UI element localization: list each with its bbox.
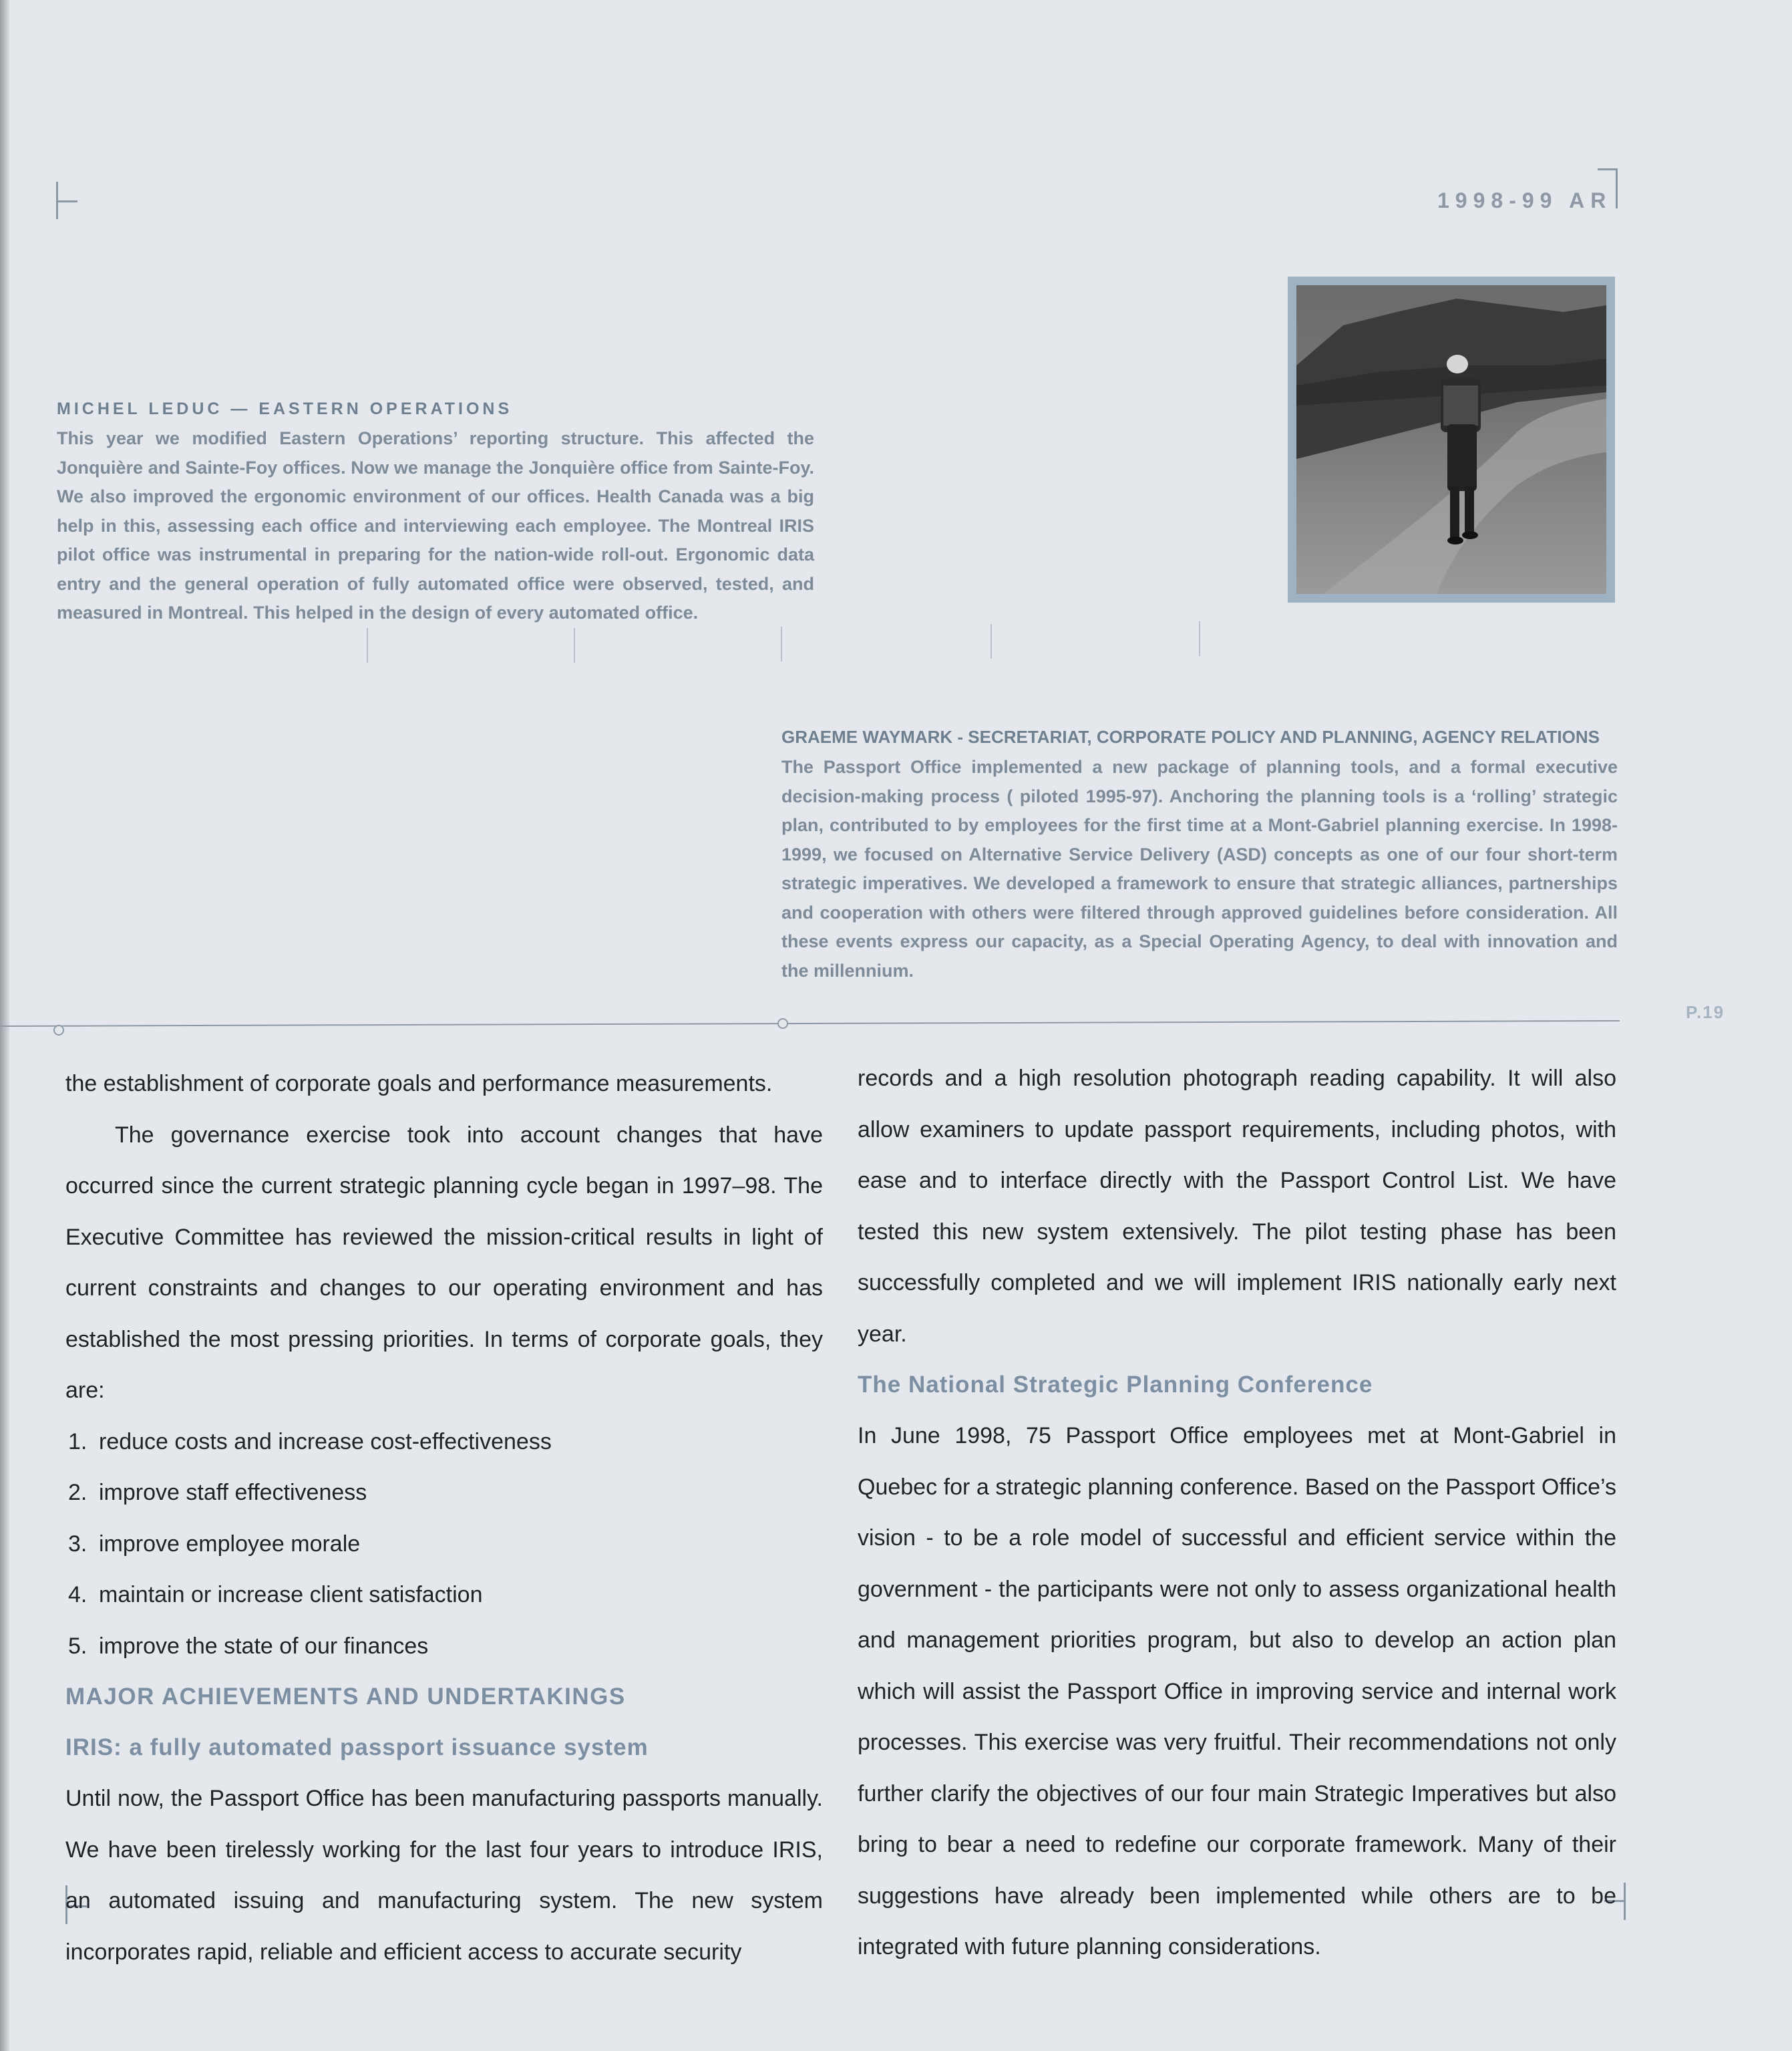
photo-hiker-on-mountain-road [1296,285,1606,594]
tick-mark [574,628,575,663]
divider-line [0,1020,1620,1027]
heading-major-achievements: MAJOR ACHIEVEMENTS AND UNDERTAKINGS [65,1684,626,1710]
list-item: 3. improve employee morale [68,1531,361,1557]
heading-iris: IRIS: a fully automated passport issuance system [65,1734,649,1760]
corner-mark-top-left [56,182,77,219]
bio-waymark-title: GRAEME WAYMARK - SECRETARIAT, CORPORATE POLICY AND PLANNING, AGENCY RELATIONS [781,727,1600,747]
tick-mark [1199,621,1200,656]
right-paragraph-2: In June 1998, 75 Passport Office employees met at Mont-Gabriel in Quebec for a strategic planning conference. Based on the Passport Office’s vision - to be a role model of successful and efficient service within the government - the participants were not only to assess organizational health and management priorities program, but also to develop an action plan which will assist the Passport Office in improving service and internal work processes. This exercise was very fruitful. Their recommendations not only further clarify the objectives of our four main Strategic Imperatives but also bring to bear a need to redefine our corporate framework. Many of their suggestions have already been implemented while others are to be integrated with future planning considerations. [858,1423,1616,1959]
heading-conference: The National Strategic Planning Conference [858,1372,1373,1398]
bio-waymark [781,727,1618,985]
list-item: 1. reduce costs and increase cost-effectiveness [68,1428,552,1454]
bio-leduc-text: This year we modified Eastern Operations’ reporting structure. This affected the Jonquière and Sainte-Foy offices. Now we manage the Jonquière office from Sainte-Foy. We also improved the ergonomic environment of our offices. Health Canada was a big help in this, assessing each office and interviewing each employee. The Montreal IRIS pilot office was instrumental in preparing for the nation-wide roll-out. Ergonomic data entry and the general operation of fully automated office were observed, tested, and measured in Montreal. This helped in the design of every automated office. [57,428,814,623]
divider-node-center [777,1018,788,1029]
left-column [65,1058,823,1978]
bio-leduc-title: MICHEL LEDUC — EASTERN OPERATIONS [57,400,513,418]
bio-leduc [57,400,814,628]
photo-frame [1288,277,1615,603]
tick-mark [781,627,782,661]
list-item: 5. improve the state of our finances [68,1633,429,1659]
list-item: 2. improve staff effectiveness [68,1480,367,1505]
tick-mark [991,624,992,659]
left-paragraph-3: Until now, the Passport Office has been manufacturing passports manually. We have been tirelessly working for the last four years to introduce IRIS, an automated issuing and manufacturing system. The new system incorporates rapid, reliable and efficient access to accurate security [65,1786,823,1965]
right-column [858,1053,1616,1973]
goals-list [65,1416,823,1672]
right-paragraph-1: records and a high resolution photograph reading capability. It will also allow examiners to update passport requirements, including photos, with ease and to interface directly with the Passport Control List. We have tested this new system extensively. The pilot testing phase has been successfully completed and we will implement IRIS nationally early next year. [858,1066,1616,1347]
left-paragraph-2-text: The governance exercise took into account changes that have occurred since the current strategic planning cycle began in 1997–98. The Executive Committee has reviewed the mission-critical results in light of current constraints and changes to our operating environment and has established the most pressing priorities. In terms of corporate goals, they are: [65,1122,823,1403]
tick-mark [367,628,368,663]
left-paragraph-1: the establishment of corporate goals and performance measurements. [65,1071,773,1096]
report-code: 1998-99 AR [1437,188,1612,212]
page-number: P.19 [1686,1002,1725,1022]
list-item: 4. maintain or increase client satisfaction [68,1582,483,1607]
divider-node-left [53,1025,64,1036]
bio-waymark-text: The Passport Office implemented a new package of planning tools, and a formal executive decision-making process ( piloted 1995-97). Anchoring the planning tools is a ‘rolling’ strategic plan, contributed to by employees for the first time at a Mont-Gabriel planning exercise. In 1998-1999, we focused on Alternative Service Delivery (ASD) concepts as one of our four short-term strategic imperatives. We developed a framework to ensure that strategic alliances, partnerships and cooperation with others were filtered through approved guidelines before consideration. All these events express our capacity, as a Special Operating Agency, to deal with innovation and the millennium. [781,757,1618,981]
left-paragraph-2 [65,1110,823,1416]
